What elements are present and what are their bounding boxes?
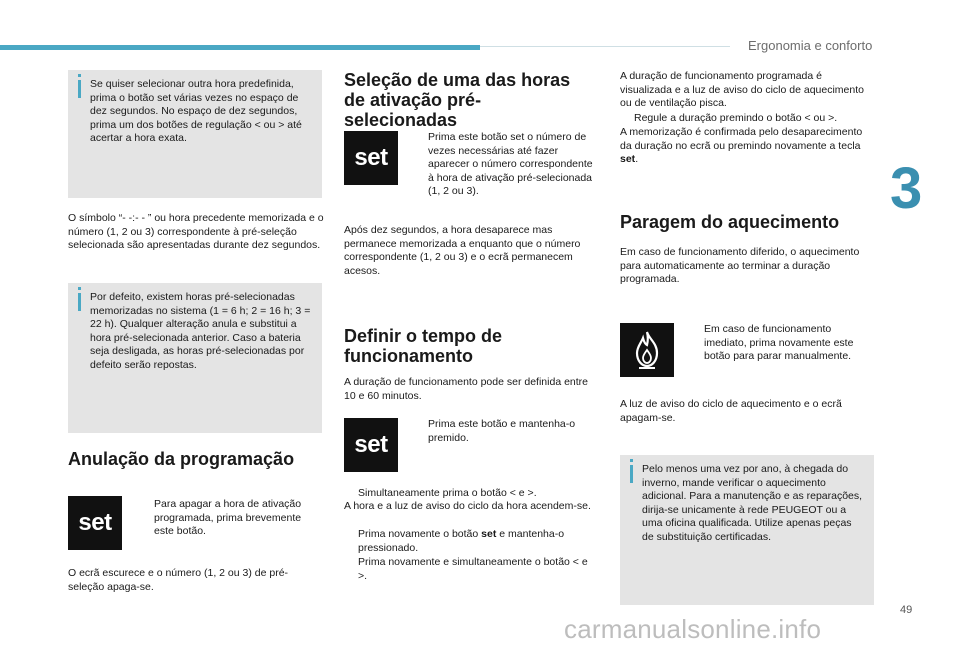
paragraph: A duração de funcionamento pode ser definida entre 10 e 60 minutos. [344,376,589,402]
info-text: Se quiser selecionar outra hora predefinida, prima o botão set várias vezes no espaço de dez segundos. No espaço de dez segundos, prima um dos botões de regulação < ou > até acertar a hora exata. [90,78,302,144]
heading-stop-heating: Paragem do aquecimento [620,212,840,232]
set-label: set [78,509,112,536]
paragraph [620,126,876,167]
paragraph: O ecrã escurece e o número (1, 2 ou 3) de pré-seleção apaga-se. [68,567,289,593]
info-box-maintenance [620,455,874,605]
info-box-preset-hours [68,70,322,198]
step-text: Prima este botão e mantenha-o premido. [428,418,576,444]
info-box-defaults [68,283,322,433]
watermark: carmanualsonline.info [564,614,822,644]
set-keyword: set [481,528,497,540]
set-label: set [354,431,388,458]
heading-select-preset: Seleção de uma das horas de ativação pré-selecionadas [344,70,571,130]
chapter-number: 3 [890,156,923,221]
heading-cancel: Anulação da programação [68,449,295,469]
info-icon [630,465,633,483]
set-button-icon [344,131,398,185]
header-accent-bar [0,45,480,50]
paragraph-part: . [635,153,639,165]
section-title: Ergonomia e conforto [748,38,873,53]
step-item [414,131,594,199]
step-item [344,487,596,501]
info-text: Pelo menos uma vez por ano, à chegada do inverno, mande verificar o aquecimento adicional. Para a manutenção e as reparações, dirija-se unicamente à rede PEUGEOT ou a uma oficina qualificada. Utilize apenas peças de substituição certificadas. [642,463,863,543]
info-icon [78,80,81,98]
step-text: Regule a duração premindo o botão < ou >. [634,112,838,124]
step-item [140,498,320,539]
header-rule [480,46,730,47]
step-text: Simultaneamente prima o botão < e >. [358,487,537,499]
info-icon [78,293,81,311]
set-button-icon [68,496,122,550]
flame-icon [630,330,664,370]
paragraph: Após dez segundos, a hora desaparece mas permanece memorizada a enquanto que o número correspondente (1, 2 ou 3) e o ecrã permanecem acesos. [344,224,581,277]
step-text-part: e mantenha-o pressionado. [358,528,565,554]
step-text: Prima este botão set o número de vezes necessárias até fazer aparecer o número correspondente à hora de ativação pré-selecionada (1, 2 ou 3). [428,131,593,197]
step-text: Para apagar a hora de ativação programada, prima brevemente este botão. [154,498,302,537]
heading-set-duration: Definir o tempo de funcionamento [344,326,503,366]
step-item [344,528,596,555]
step-item [414,418,594,445]
paragraph: Em caso de funcionamento diferido, o aquecimento para automaticamente ao terminar a duração programada. [620,246,860,285]
step-text-part: Prima novamente o botão [358,528,482,540]
paragraph-part: A memorização é confirmada pelo desaparecimento da duração no ecrã ou premindo novamente a tecla [620,126,863,152]
set-button-icon [344,418,398,472]
set-keyword: set [620,153,636,165]
info-text: Por defeito, existem horas pré-selecionadas memorizadas no sistema (1 = 6 h; 2 = 16 h; 3 = 22 h). Qualquer alteração anula e substitui a hora pré-selecionada anterior. Caso a bateria seja desligada, as horas pré-selecionadas por defeito serão repostas. [90,291,311,371]
paragraph: A hora e a luz de aviso do ciclo da hora acendem-se. [344,500,591,512]
step-item [344,556,596,583]
paragraph: O símbolo “- -:- - ” ou hora precedente memorizada e o número (1, 2 ou 3) correspondente à pré-seleção selecionada são apresentadas durante dez segundos. [68,212,324,251]
step-text: Em caso de funcionamento imediato, prima novamente este botão para parar manualmente. [704,323,854,362]
step-item [690,323,876,364]
heater-button-icon [620,323,674,377]
page-number: 49 [900,604,913,616]
step-text [344,528,596,555]
paragraph: A duração de funcionamento programada é visualizada e a luz de aviso do ciclo de aquecimento ou de ventilação pisca. [620,70,864,109]
paragraph: A luz de aviso do ciclo de aquecimento e o ecrã apagam-se. [620,398,842,424]
step-text: Prima novamente e simultaneamente o botão < e >. [358,556,588,582]
step-item [620,112,876,126]
set-label: set [354,144,388,171]
